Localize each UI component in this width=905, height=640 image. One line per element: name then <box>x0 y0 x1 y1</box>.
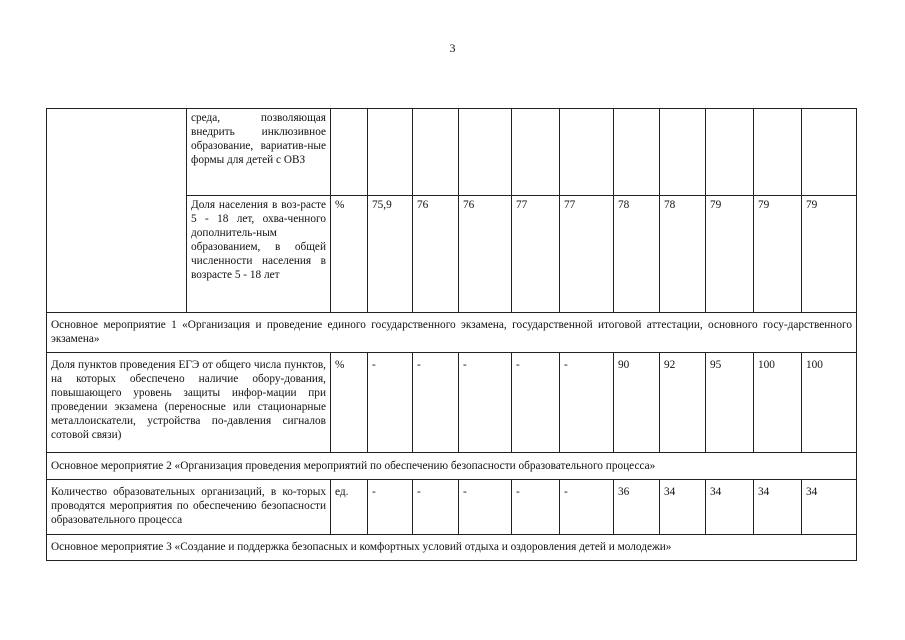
value-cell: 34 <box>706 480 754 535</box>
value-cell <box>802 109 857 196</box>
value-cell <box>754 109 802 196</box>
table-row <box>47 353 857 453</box>
value-cell: - <box>459 480 512 535</box>
value-cell: 78 <box>614 196 660 313</box>
indicator-label: Доля населения в воз-расте 5 - 18 лет, охва-ченного дополнитель-ным образованием, в общей численности населения в возрасте 5 - 18 лет <box>187 196 331 313</box>
value-cell: 90 <box>614 353 660 453</box>
empty-cell <box>47 109 187 196</box>
table-row <box>47 480 857 535</box>
value-cell: 100 <box>802 353 857 453</box>
value-cell: 77 <box>560 196 614 313</box>
value-cell <box>512 109 560 196</box>
indicator-label: среда, позволяющая внедрить инклюзивное образование, вариатив-ные формы для детей с ОВЗ <box>187 109 331 196</box>
indicator-label: Количество образовательных организаций, в ко-торых проводятся мероприятия по обеспечению безопасности образовательного процесса <box>47 480 331 535</box>
unit-cell: % <box>331 353 368 453</box>
unit-cell: % <box>331 196 368 313</box>
value-cell: 100 <box>754 353 802 453</box>
section-row <box>47 313 857 353</box>
unit-cell: ед. <box>331 480 368 535</box>
value-cell <box>706 109 754 196</box>
unit-cell <box>331 109 368 196</box>
section-heading: Основное мероприятие 2 «Организация проведения мероприятий по обеспечению безопасности образовательного процесса» <box>47 453 857 480</box>
value-cell <box>368 109 413 196</box>
value-cell: 77 <box>512 196 560 313</box>
value-cell <box>614 109 660 196</box>
value-cell: - <box>512 353 560 453</box>
value-cell: 34 <box>660 480 706 535</box>
page-number: 3 <box>449 41 456 55</box>
value-cell <box>560 109 614 196</box>
value-cell: - <box>368 353 413 453</box>
section-heading: Основное мероприятие 1 «Организация и проведение единого государственного экзамена, государственной итоговой аттестации, основного госу-дарственного экзамена» <box>47 313 857 353</box>
value-cell: 79 <box>754 196 802 313</box>
value-cell <box>459 109 512 196</box>
value-cell: - <box>512 480 560 535</box>
section-row <box>47 535 857 561</box>
table-row <box>47 109 857 196</box>
value-cell: 79 <box>802 196 857 313</box>
value-cell <box>660 109 706 196</box>
value-cell: - <box>413 353 459 453</box>
value-cell: 34 <box>754 480 802 535</box>
value-cell: 76 <box>413 196 459 313</box>
value-cell: 79 <box>706 196 754 313</box>
value-cell: - <box>459 353 512 453</box>
value-cell: - <box>560 480 614 535</box>
value-cell: 75,9 <box>368 196 413 313</box>
indicator-label: Доля пунктов проведения ЕГЭ от общего числа пунктов, на которых обеспечено наличие обору-дования, повышающего уровень защиты инфор-мации при проведении экзамена (переносные или стационарные металлоискатели, устройства по-давления сигналов сотовой связи) <box>47 353 331 453</box>
value-cell <box>413 109 459 196</box>
value-cell: - <box>368 480 413 535</box>
value-cell: 92 <box>660 353 706 453</box>
value-cell: 76 <box>459 196 512 313</box>
value-cell: - <box>413 480 459 535</box>
empty-cell <box>47 196 187 313</box>
value-cell: - <box>560 353 614 453</box>
value-cell: 78 <box>660 196 706 313</box>
section-row <box>47 453 857 480</box>
table-row <box>47 196 857 313</box>
section-heading: Основное мероприятие 3 «Создание и поддержка безопасных и комфортных условий отдыха и оздоровления детей и молодежи» <box>47 535 857 561</box>
indicators-table <box>46 108 857 561</box>
value-cell: 34 <box>802 480 857 535</box>
value-cell: 36 <box>614 480 660 535</box>
value-cell: 95 <box>706 353 754 453</box>
